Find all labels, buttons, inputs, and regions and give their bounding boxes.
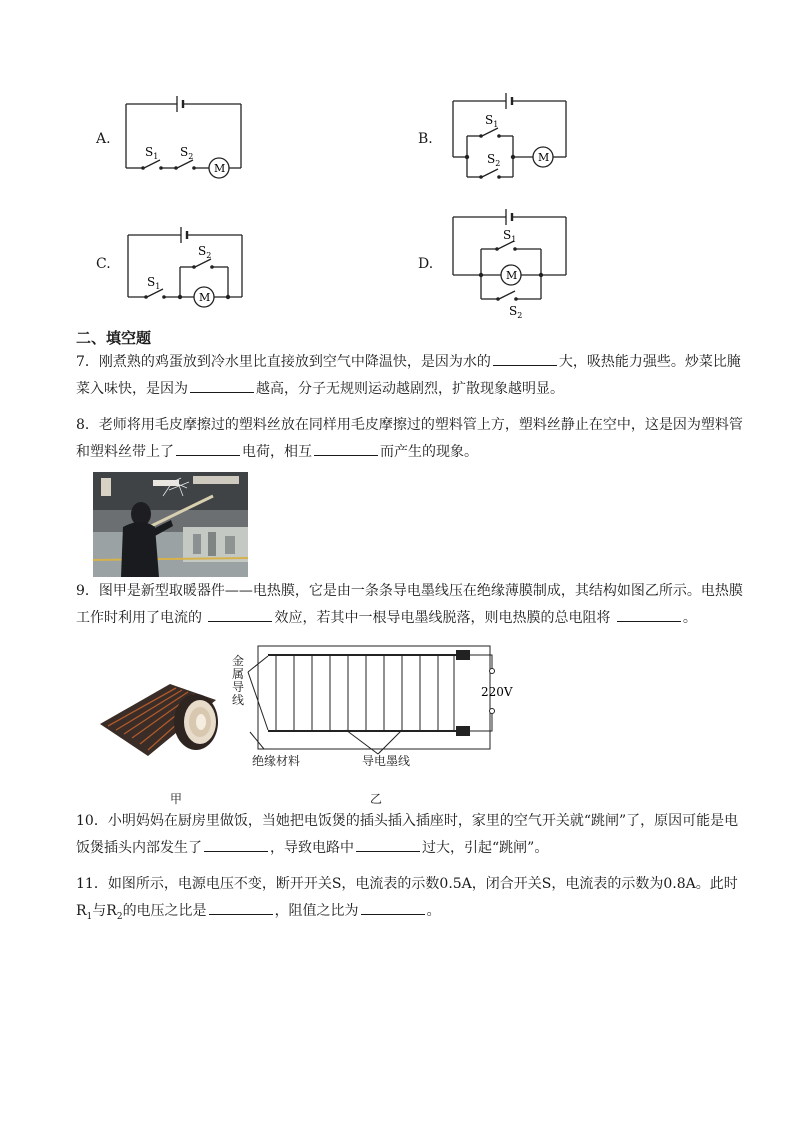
- answer-blank: [617, 607, 681, 622]
- switch-s2-label-a: $S_2$: [180, 145, 194, 161]
- motor-label-c: M: [199, 291, 211, 304]
- voltage-label: 220V: [481, 685, 513, 699]
- conductive-ink-label: 导电墨线: [362, 754, 411, 768]
- motor-label-b: M: [538, 151, 550, 164]
- answer-blank: [356, 837, 420, 852]
- circuit-diagram-a: [120, 92, 250, 182]
- question-11: 11．如图所示，电源电压不变，断开开关S，电流表的示数0.5A，闭合开关S，电流表的示数为0.8A。此时$R_1$与$R_2$的电压之比是 ，阻值之比为 。: [76, 876, 738, 922]
- switch-s1-label-d: $S_1$: [503, 228, 517, 244]
- heating-film-structure-diagram: [228, 636, 518, 771]
- answer-blank: [190, 378, 254, 393]
- option-b-label: B.: [418, 131, 433, 147]
- motor-label-a: M: [214, 162, 226, 175]
- classroom-photo: [93, 472, 248, 577]
- metal-wire-label: 金属导线: [232, 654, 245, 707]
- caption-yi: 乙: [370, 792, 383, 806]
- caption-jia: 甲: [170, 792, 183, 806]
- option-c-label: C.: [96, 256, 111, 272]
- circuit-diagram-c: [120, 225, 250, 310]
- insulation-material-label: 绝缘材料: [252, 754, 301, 768]
- answer-blank: [209, 900, 273, 915]
- question-10: 10．小明妈妈在厨房里做饭，当她把电饭煲的插头插入插座时，家里的空气开关就“跳闸”了，原因可能是电饭煲插头内部发生了 ，导致电路中 过大，引起“跳闸”。: [76, 813, 739, 856]
- answer-blank: [314, 441, 378, 456]
- heating-film-roll-image: [96, 664, 226, 764]
- option-a-label: A.: [96, 131, 111, 147]
- answer-blank: [204, 837, 268, 852]
- switch-s1-label-c: $S_1$: [147, 275, 161, 291]
- circuit-diagram-d: [445, 205, 575, 323]
- question-9: 9．图甲是新型取暖器件——电热膜，它是由一条条导电墨线压在绝缘薄膜制成，其结构如图乙所示。电热膜工作时利用了电流的 效应，若其中一根导电墨线脱落，则电热膜的总电阻将 。: [76, 583, 743, 626]
- answer-blank: [493, 351, 557, 366]
- switch-s2-label-d: $S_2$: [509, 304, 523, 320]
- answer-blank: [361, 900, 425, 915]
- section-title: 二、填空题: [76, 329, 152, 347]
- motor-label-d: M: [506, 269, 518, 282]
- question-7: 7．刚煮熟的鸡蛋放到冷水里比直接放到空气中降温快，是因为水的 大，吸热能力强些。炒菜比腌菜入味快，是因为 越高，分子无规则运动越剧烈，扩散现象越明显。: [76, 349, 746, 403]
- question-8: 8．老师将用毛皮摩擦过的塑料丝放在同样用毛皮摩擦过的塑料管上方，塑料丝静止在空中，这是因为塑料管和塑料丝带上了 电荷，相互 而产生的现象。: [76, 417, 743, 460]
- option-d-label: D.: [418, 256, 434, 272]
- answer-blank: [176, 441, 240, 456]
- switch-s2-label-c: $S_2$: [198, 244, 212, 260]
- circuit-diagram-b: [445, 90, 575, 185]
- switch-s1-label-a: $S_1$: [145, 145, 159, 161]
- switch-s1-label-b: $S_1$: [485, 113, 499, 129]
- answer-blank: [208, 607, 272, 622]
- switch-s2-label-b: $S_2$: [487, 152, 501, 168]
